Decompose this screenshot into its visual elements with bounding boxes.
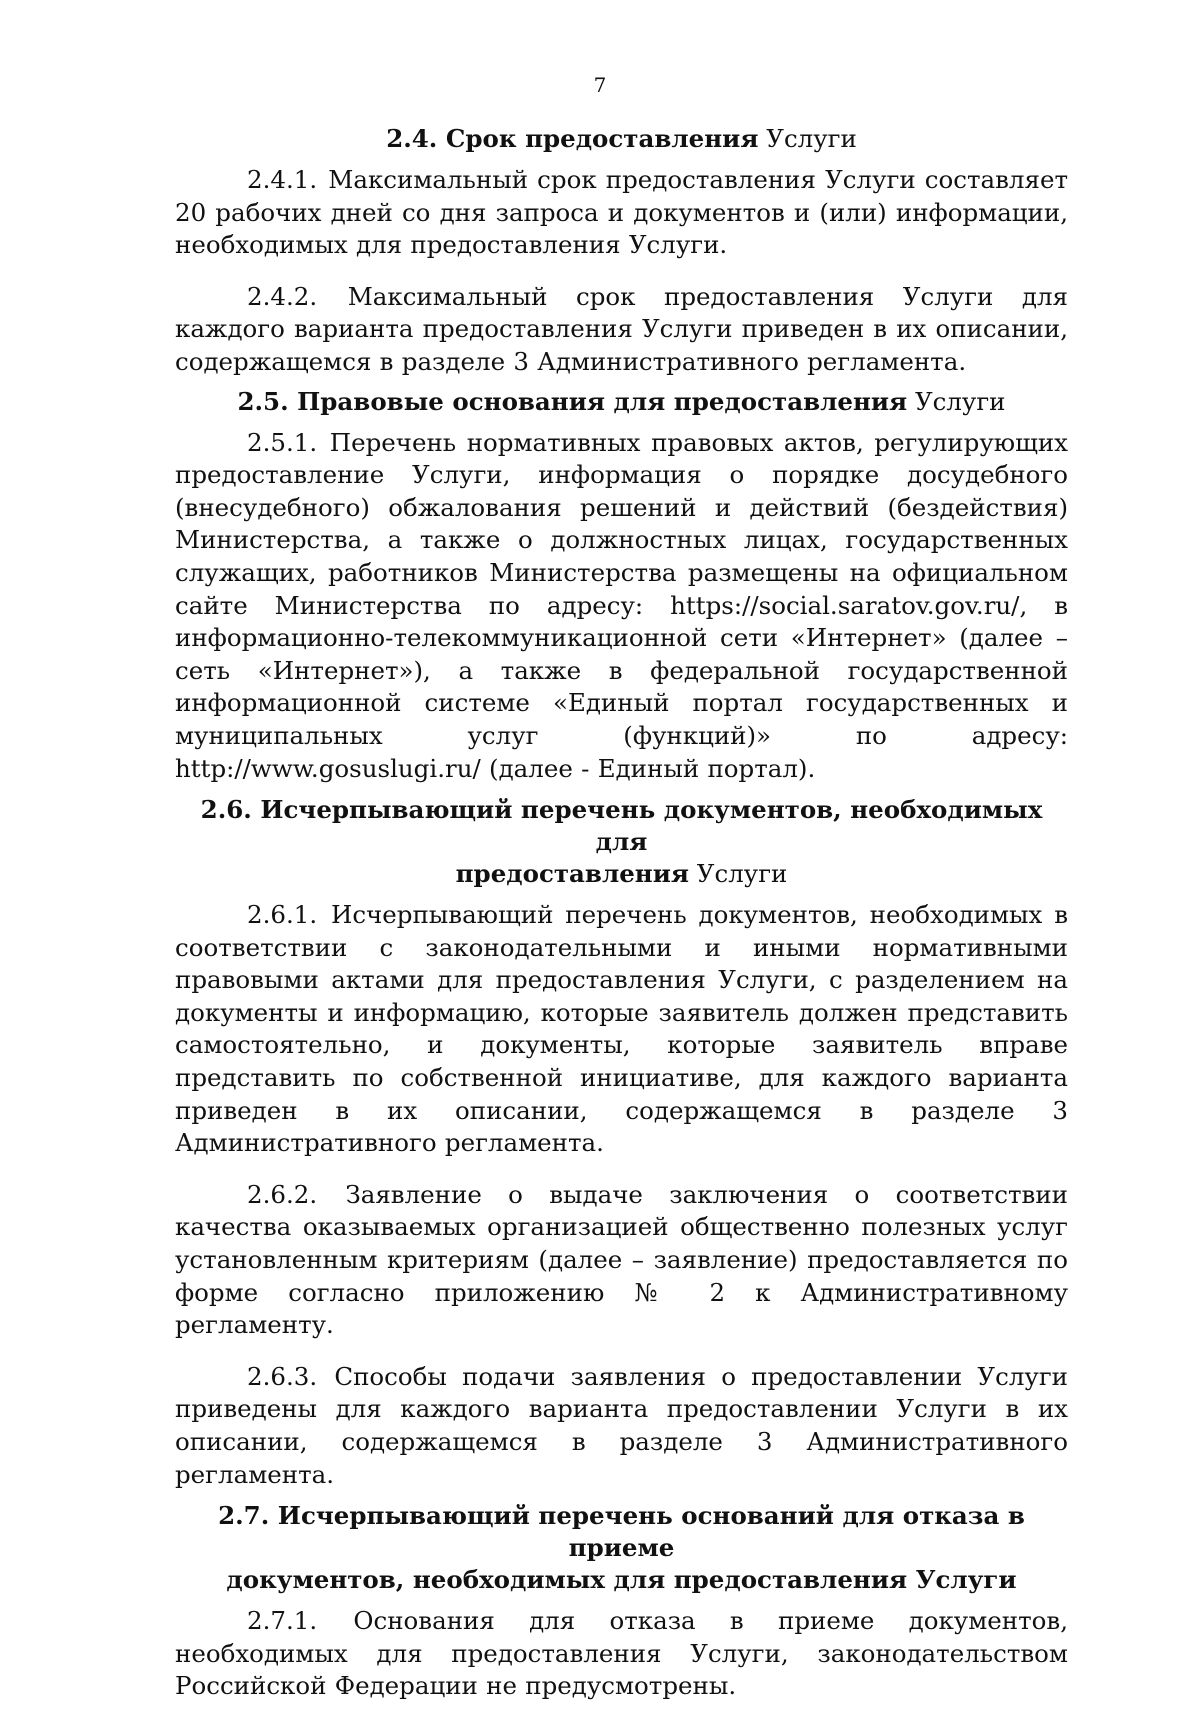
- paragraph-number: 2.4.2.: [247, 281, 318, 311]
- paragraph-number: 2.6.2.: [247, 1179, 318, 1209]
- paragraph-number: 2.6.1.: [247, 900, 318, 930]
- paragraph-2-5-1: [175, 427, 1068, 786]
- section-heading-2-4-bold: 2.4. Срок предоставления: [386, 124, 759, 153]
- section-heading-2-6-line2: [175, 858, 1068, 890]
- section-heading-2-6-line1: 2.6. Исчерпывающий перечень документов, необходимых для: [200, 795, 1043, 857]
- paragraph-text: Способы подачи заявления о предоставлении Услуги приведены для каждого варианта предоставлении Услуги в их описании, содержащемся в разделе 3 Административного регламента.: [175, 1361, 1068, 1489]
- section-heading-2-5-bold: 2.5. Правовые основания для предоставления: [237, 386, 908, 416]
- paragraph-text: Максимальный срок предоставления Услуги для каждого варианта предоставления Услуги приведен в их описании, содержащемся в разделе 3 Административного регламента.: [175, 281, 1068, 376]
- paragraph-2-6-3: [175, 1361, 1068, 1491]
- section-heading-2-6-line2-bold: предоставления: [455, 859, 690, 889]
- section-heading-2-7: [175, 1500, 1068, 1596]
- paragraph-number: 2.4.1.: [247, 165, 318, 194]
- paragraph-2-6-1: [175, 899, 1068, 1160]
- paragraph-text: Максимальный срок предоставления Услуги составляет 20 рабочих дней со дня запроса и документов и (или) информации, необходимых для предоставления Услуги.: [175, 165, 1068, 260]
- section-heading-2-5: [175, 386, 1068, 418]
- paragraph-2-7-1: [175, 1605, 1068, 1703]
- paragraph-2-6-2: [175, 1179, 1068, 1342]
- document-content: [175, 123, 1068, 1712]
- paragraph-text: Перечень нормативных правовых актов, регулирующих предоставление Услуги, информация о порядке досудебного (внесудебного) обжалования решений и действий (бездействия) Министерства, а также о должностных лицах, государственных служащих, работников Министерства размещены на официальном сайте Министерства по адресу:: [175, 427, 1068, 620]
- paragraph-text: Основания для отказа в приеме документов, необходимых для предоставления Услуги, законодательством Российской Федерации не предусмотрены.: [175, 1606, 1068, 1701]
- paragraph-number: 2.7.1.: [247, 1606, 318, 1636]
- section-heading-2-6: [175, 794, 1068, 890]
- section-heading-2-7-line2: документов, необходимых для предоставления Услуги: [226, 1565, 1017, 1595]
- paragraph-number: 2.6.3.: [247, 1361, 318, 1391]
- paragraph-number: 2.5.1.: [247, 427, 318, 457]
- section-heading-2-4: [175, 123, 1068, 155]
- paragraph-text: Исчерпывающий перечень документов, необходимых в соответствии с законодательными и иными нормативными правовыми актами для предоставления Услуги, с разделением на документы и информацию, которые заявитель должен представить самостоятельно, и документы, которые заявитель вправе представить по собственной инициативе, для каждого варианта приведен в их описании, содержащемся в разделе 3 Административного регламента.: [175, 900, 1068, 1158]
- page-number: 7: [593, 73, 607, 97]
- gosuslugi-link[interactable]: http://www.gosuslugi.ru/: [175, 753, 481, 783]
- paragraph-text: , в информационно-телекоммуникационной сети «Интернет» (далее – сеть «Интернет»), а также в федеральной государственной информационной системе «Единый портал государственных и муниципальных услуг (функций)» по адресу:: [175, 590, 1068, 750]
- ministry-website-link[interactable]: https://social.saratov.gov.ru/: [670, 590, 1020, 620]
- paragraph-2-4-1: [175, 164, 1068, 262]
- section-heading-2-6-line2-plain: Услуги: [689, 859, 788, 889]
- section-heading-2-7-line1: 2.7. Исчерпывающий перечень оснований для отказа в приеме: [218, 1501, 1025, 1563]
- paragraph-text: Заявление о выдаче заключения о соответствии качества оказываемых организацией общественно полезных услуг установленным критериям (далее – заявление) предоставляется по форме согласно приложению № 2 к Административному регламенту.: [175, 1179, 1068, 1340]
- paragraph-text: (далее - Единый портал).: [480, 753, 816, 783]
- section-heading-2-4-plain: Услуги: [758, 124, 857, 153]
- section-heading-2-5-plain: Услуги: [907, 386, 1006, 416]
- paragraph-2-4-2: [175, 281, 1068, 379]
